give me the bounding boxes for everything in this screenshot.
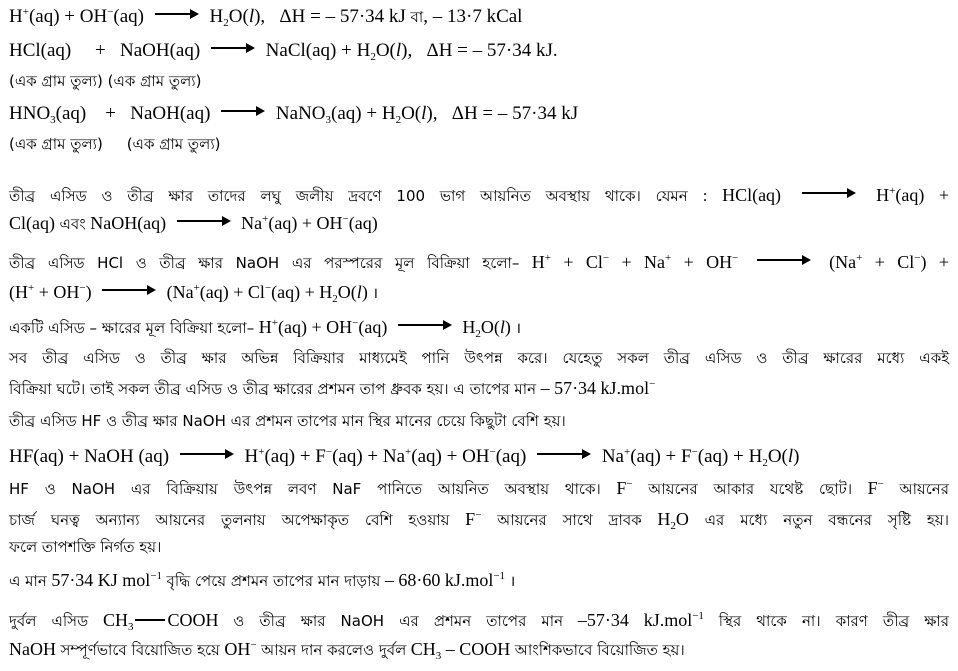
arrow-icon	[180, 448, 234, 460]
equation-ionic-neutralization: H+(aq) + OH−(aq) $H_2O(l)$, ΔH = – 57·34 kJ বা, – 13·7 kCal	[9, 6, 523, 29]
equivalent-labels-2: (এক গ্রাম তুল্য) (এক গ্রাম তুল্য)	[9, 135, 221, 153]
paragraph-hcl-naoh-reaction-cont: (H+ + OH−) ($Na^+(aq) + Cl^-(aq) + H_2O(l)$ ।	[9, 282, 378, 305]
arrow-icon	[221, 105, 265, 117]
paragraph-naf-ionized-cont: চার্জ ঘনত্ব অন্যান্য আয়নের তুলনায় অপেক্ষাকৃত বেশি হওয়ায় F− আয়নের সাথে দ্রাবক $H_2O$ এর মধ্যে নতুন বন্ধনের সৃষ্টি হয়।	[9, 509, 950, 532]
arrow-icon	[177, 215, 231, 227]
paragraph-hf-naoh: তীব্র এসিড HF ও তীব্র ক্ষার NaOH এর প্রশমন তাপের মান স্থির মানের চেয়ে কিছুটা বেশি হয়।	[9, 412, 566, 430]
paragraph-weak-acid-cont: NaOH সম্পূর্ণভাবে বিয়োজিত হয়ে OH− আয়ন দান করলেও দুর্বল $CH_3$ – COOH আংশিকভাবে বিয়োজিত হয়।	[9, 639, 685, 662]
equivalent-labels-1: (এক গ্রাম তুল্য) (এক গ্রাম তুল্য)	[9, 72, 202, 90]
paragraph-strong-ionization-cont: Cl(aq) এবং NaOH(aq) Na+(aq) + OH−(aq)	[9, 213, 378, 233]
equation-hno3-naoh: $HNO_3(aq)$ + NaOH(aq) NaNO$_3$(aq) + $H_2O(l)$, ΔH = – 57·34 kJ	[9, 103, 579, 126]
paragraph-weak-acid: দুর্বল এসিড $CH_3$ COOH ও তীব্র ক্ষার NaOH এর প্রশমন তাপের মান –57·34 kJ.mol$^{-1}$ স্থির থাকে না। কারণ তীব্র ক্ষার	[9, 610, 949, 633]
arrow-icon	[102, 284, 156, 296]
paragraph-constant-heat-cont: বিক্রিয়া ঘটে। তাই সকল তীব্র এসিড ও তীব্র ক্ষারের প্রশমন তাপ ধ্রুবক হয়। এ তাপের মান – 57·34 kJ.mol−	[9, 378, 656, 398]
equation-hcl-naoh: HCl(aq) + NaOH(aq) NaCl(aq) + $H_2O(l)$, ΔH = – 57·34 kJ.	[9, 40, 558, 63]
arrow-icon	[211, 42, 255, 54]
paragraph-heat-released: ফলে তাপশক্তি নির্গত হয়।	[9, 538, 162, 556]
arrow-icon	[757, 254, 811, 266]
arrow-icon	[398, 319, 452, 331]
bond-dash	[135, 619, 165, 621]
paragraph-strong-ionization: তীব্র এসিড ও তীব্র ক্ষার তাদের লঘু জলীয় দ্রবণে 100 ভাগ আয়নিত অবস্থায় থাকে। যেমন : HCl(aq) H+(aq) +	[9, 185, 950, 205]
arrow-icon	[155, 8, 199, 20]
paragraph-constant-heat: সব তীব্র এসিড ও তীব্র ক্ষার অভিন্ন বিক্রিয়ার মাধ্যমেই পানি উৎপন্ন করে। যেহেতু সকল তীব্র এসিড ও তীব্র ক্ষারের মধ্যে একই	[9, 349, 949, 367]
bn-word-ba: বা	[410, 8, 424, 26]
paragraph-acid-base-basic-reaction: একটি এসিড – ক্ষারের মূল বিক্রিয়া হলো– H+(aq) + OH−(aq) $H_2O(l)$ ।	[9, 317, 522, 340]
arrow-icon	[537, 448, 591, 460]
equation-hf-naoh: HF(aq) + NaOH (aq) H+(aq) + F−(aq) + Na+(aq) + OH−(aq) $Na^+(aq) + F^-(aq) + H_2O(l)$	[9, 446, 800, 469]
paragraph-hcl-naoh-reaction: তীব্র এসিড HCl ও তীব্র ক্ষার NaOH এর পরস্পরের মূল বিক্রিয়া হলো– H+ + Cl− + Na+ + OH− (Na+ + Cl−) +	[9, 252, 950, 272]
paragraph-increased-value: এ মান 57·34 KJ mol$^{-1}$ বৃদ্ধি পেয়ে প্রশমন তাপের মান দাড়ায় – 68·60 kJ.mol$^{-1}$ ।	[9, 570, 516, 590]
arrow-icon	[802, 187, 856, 199]
paragraph-naf-ionized: HF ও NaOH এর বিক্রিয়ায় উৎপন্ন লবণ NaF পানিতে আয়নিত অবস্থায় থাকে। F− আয়নের আকার যথেষ্ট ছোট। F− আয়নের	[9, 478, 950, 498]
